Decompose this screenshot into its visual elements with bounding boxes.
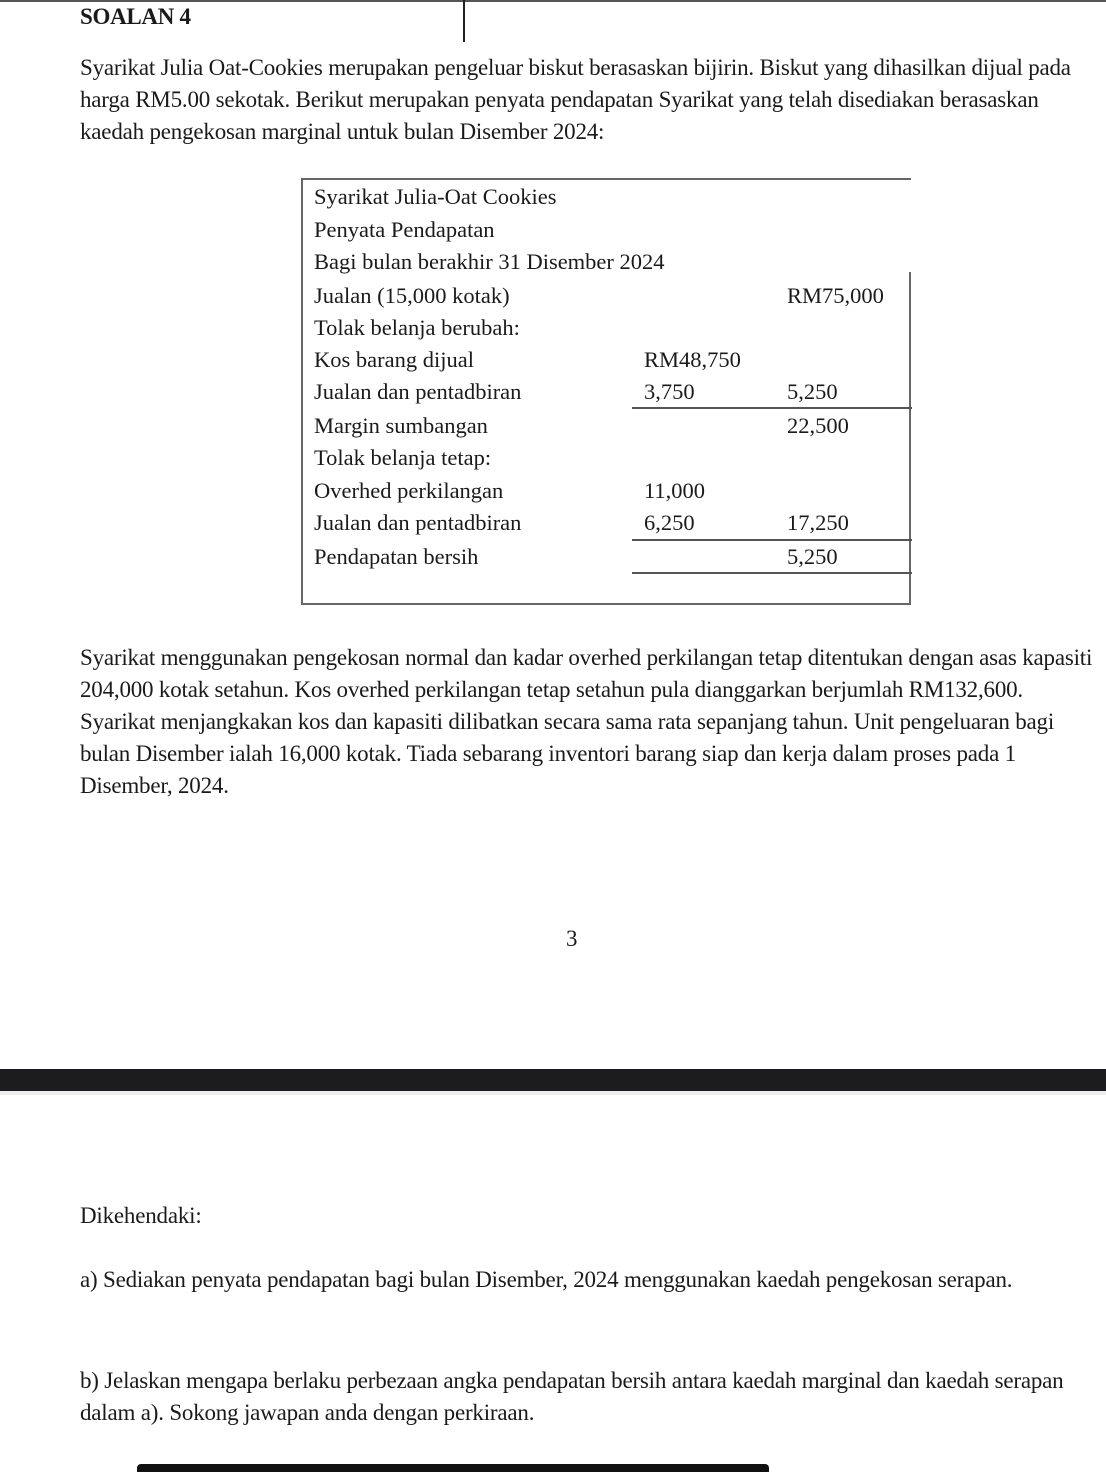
bottom-edge-bar — [137, 1464, 769, 1472]
part-b-text: b) Jelaskan mengapa berlaku perbezaan angka pendapatan bersih antara kaedah marginal dan kaedah serapan dalam a). Sokong jawapan anda dengan perkiraan. — [80, 1368, 1064, 1425]
statement-row-amount: 6,250 — [644, 510, 695, 535]
intro-paragraph: Syarikat Julia Oat-Cookies merupakan pengeluar biskut berasaskan bijirin. Biskut yang dihasilkan dijual pada harga RM5.00 sekotak. Berikut merupakan penyata pendapatan Syarikat yang telah disediakan berasaskan kaedah pengekosan marginal untuk bulan Disember 2024: — [80, 55, 1071, 144]
statement-row-label: Jualan (15,000 kotak) — [314, 283, 510, 308]
page-number: 3 — [566, 926, 578, 951]
question-heading: SOALAN 4 — [80, 4, 191, 29]
statement-row-amount: RM48,750 — [644, 347, 741, 372]
text-cursor-mark — [463, 0, 465, 42]
statement-period: Bagi bulan berakhir 31 Disember 2024 — [314, 249, 665, 274]
statement-row-label: Margin sumbangan — [314, 413, 488, 438]
statement-row-amount: 3,750 — [644, 379, 695, 404]
details-paragraph: Syarikat menggunakan pengekosan normal dan kadar overhed perkilangan tetap ditentukan dengan asas kapasiti 204,000 kotak setahun. Kos overhed perkilangan tetap setahun pula dianggarkan berjumlah RM132,600. Syarikat menjangkakan kos dan kapasiti dilibatkan secara sama rata sepanjang tahun. Unit pengeluaran bagi bulan Disember ialah 16,000 kotak. Tiada sebarang inventori barang siap dan kerja dalam proses pada 1 Disember, 2024. — [80, 645, 1093, 798]
statement-company-name: Syarikat Julia-Oat Cookies — [314, 184, 557, 209]
box-border-gap — [906, 180, 914, 272]
part-a-text: a) Sediakan penyata pendapatan bagi bulan Disember, 2024 menggunakan kaedah pengekosan serapan. — [80, 1267, 1013, 1292]
statement-row-label: Jualan dan pentadbiran — [314, 510, 522, 535]
total-rule — [632, 572, 912, 574]
page-separator-bar — [0, 1069, 1106, 1091]
statement-row-label: Tolak belanja berubah: — [314, 315, 520, 340]
required-label: Dikehendaki: — [80, 1203, 202, 1228]
statement-row-total: 5,250 — [787, 544, 838, 569]
statement-row-label: Kos barang dijual — [314, 347, 474, 372]
statement-row-label: Jualan dan pentadbiran — [314, 379, 522, 404]
subtotal-rule — [632, 539, 912, 541]
statement-row-total: 17,250 — [787, 510, 849, 535]
statement-row-total: RM75,000 — [787, 283, 884, 308]
statement-row-total: 5,250 — [787, 379, 838, 404]
subtotal-rule — [632, 407, 912, 409]
statement-row-label: Tolak belanja tetap: — [314, 445, 492, 470]
page-separator-shadow — [0, 1091, 1106, 1095]
statement-row-total: 22,500 — [787, 413, 849, 438]
statement-title: Penyata Pendapatan — [314, 217, 495, 242]
statement-row-label: Overhed perkilangan — [314, 478, 504, 503]
statement-row-label: Pendapatan bersih — [314, 544, 479, 569]
statement-row-amount: 11,000 — [644, 478, 706, 503]
top-border-line — [0, 0, 1106, 2]
